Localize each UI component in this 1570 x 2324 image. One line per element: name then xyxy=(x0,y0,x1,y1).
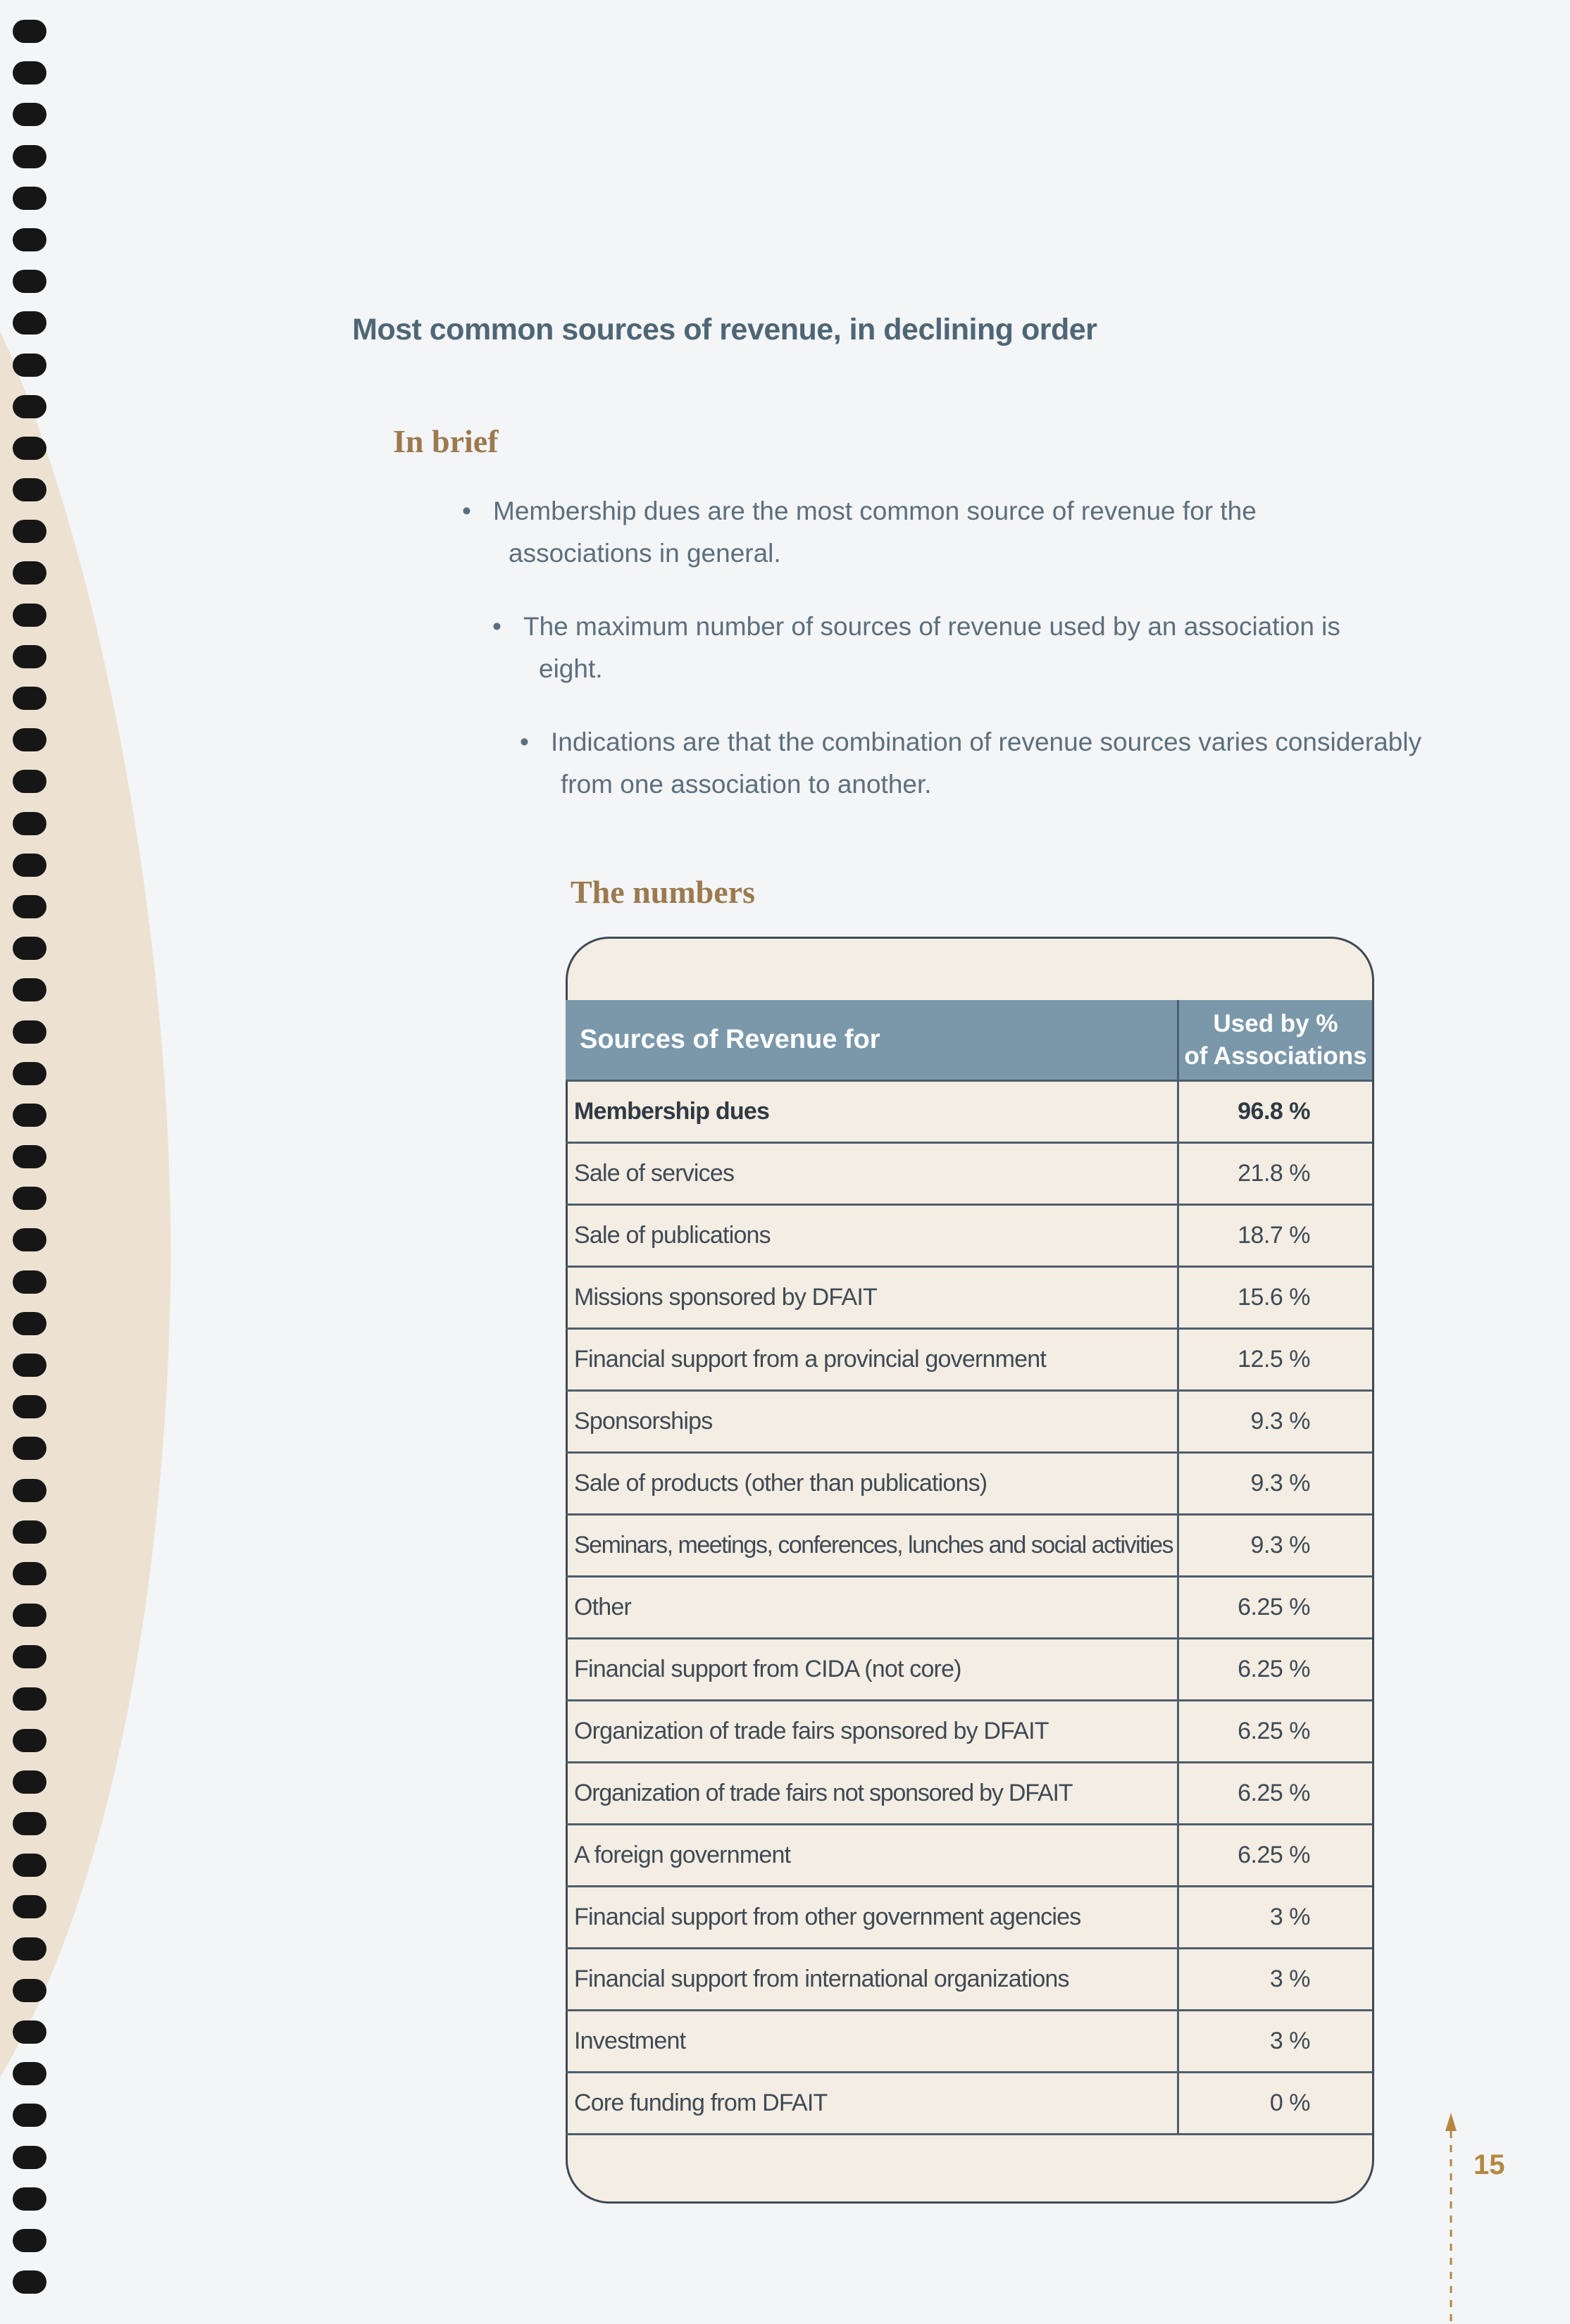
binding-hole xyxy=(13,1562,46,1585)
binding-hole xyxy=(13,520,46,543)
binding-hole xyxy=(13,895,46,918)
binding-hole xyxy=(13,937,46,960)
table-row xyxy=(566,1267,1372,1329)
header-sources: Sources of Revenue for xyxy=(566,1000,1178,1081)
percent-cell: 96.8 % xyxy=(1178,1081,1373,1143)
binding-hole xyxy=(13,1979,46,2002)
binding-hole xyxy=(13,1854,46,1877)
percent-cell: 21.8 % xyxy=(1178,1143,1373,1205)
binding-hole xyxy=(13,1104,46,1127)
table-row xyxy=(566,1887,1372,1949)
binding-hole xyxy=(13,228,46,251)
binding-hole xyxy=(13,1437,46,1460)
source-cell: Core funding from DFAIT xyxy=(566,2073,1178,2135)
binding-hole xyxy=(13,1729,46,1752)
bullet-dot: • xyxy=(492,612,501,641)
binding-hole xyxy=(13,1479,46,1502)
table-row xyxy=(566,1205,1372,1267)
percent-cell: 3 % xyxy=(1178,1887,1373,1949)
binding-hole xyxy=(13,1020,46,1044)
binding-hole xyxy=(13,1354,46,1377)
source-cell: Financial support from international organizations xyxy=(566,1949,1178,2011)
binding-hole xyxy=(13,2104,46,2127)
binding-hole xyxy=(13,145,46,168)
binding-hole xyxy=(13,1895,46,1918)
binding-hole xyxy=(13,2229,46,2252)
binding-hole xyxy=(13,1395,46,1418)
binding-hole xyxy=(13,1270,46,1294)
binding-hole xyxy=(13,645,46,668)
spiral-binding xyxy=(13,20,51,2312)
binding-hole xyxy=(13,1187,46,1210)
source-cell: Sale of products (other than publications) xyxy=(566,1453,1178,1515)
source-cell: A foreign government xyxy=(566,1825,1178,1887)
binding-hole xyxy=(13,478,46,501)
binding-hole xyxy=(13,1687,46,1711)
percent-cell: 3 % xyxy=(1178,2011,1373,2073)
source-cell: Financial support from other government agencies xyxy=(566,1887,1178,1949)
binding-hole xyxy=(13,395,46,418)
binding-hole xyxy=(13,978,46,1001)
bullet-line: Membership dues are the most common source of revenue for the xyxy=(493,496,1257,525)
source-cell: Other xyxy=(566,1577,1178,1639)
binding-hole xyxy=(13,2062,46,2085)
binding-hole xyxy=(13,812,46,835)
header-used-by-line1: Used by % xyxy=(1213,1009,1338,1037)
source-cell: Financial support from CIDA (not core) xyxy=(566,1639,1178,1701)
table-row xyxy=(566,1453,1372,1515)
source-cell: Sale of services xyxy=(566,1143,1178,1205)
binding-hole xyxy=(13,2146,46,2169)
table-row xyxy=(566,2073,1372,2135)
binding-hole xyxy=(13,1312,46,1335)
table-row xyxy=(566,1763,1372,1825)
binding-hole xyxy=(13,604,46,627)
percent-cell: 6.25 % xyxy=(1178,1639,1373,1701)
percent-cell: 6.25 % xyxy=(1178,1577,1373,1639)
bullet-dot: • xyxy=(462,496,471,525)
binding-hole xyxy=(13,187,46,210)
source-cell: Financial support from a provincial government xyxy=(566,1329,1178,1391)
binding-hole xyxy=(13,687,46,710)
bullet-line: The maximum number of sources of revenue used by an association is xyxy=(523,612,1340,641)
binding-hole xyxy=(13,1812,46,1835)
up-arrow-icon xyxy=(1443,2113,1459,2324)
percent-cell: 9.3 % xyxy=(1178,1515,1373,1577)
header-used-by-line2: of Associations xyxy=(1184,1042,1367,1070)
bullet-dot: • xyxy=(520,727,529,756)
page-number: 15 xyxy=(1474,2149,1505,2180)
binding-hole xyxy=(13,354,46,377)
binding-hole xyxy=(13,561,46,585)
numbers-title: The numbers xyxy=(571,874,755,910)
bullet-line: associations in general. xyxy=(509,539,781,568)
header-used-by xyxy=(1178,1000,1373,1081)
binding-hole xyxy=(13,728,46,751)
binding-hole xyxy=(13,61,46,85)
table-row xyxy=(566,1515,1372,1577)
binding-hole xyxy=(13,2020,46,2044)
source-cell: Organization of trade fairs sponsored by DFAIT xyxy=(566,1701,1178,1763)
table-row xyxy=(566,1949,1372,2011)
binding-hole xyxy=(13,270,46,293)
bullet-line: eight. xyxy=(539,654,603,683)
table-row xyxy=(566,1825,1372,1887)
source-cell: Sponsorships xyxy=(566,1391,1178,1453)
source-cell: Seminars, meetings, conferences, lunches and social activities xyxy=(566,1515,1178,1577)
revenue-table xyxy=(566,1000,1372,2135)
binding-hole xyxy=(13,2270,46,2294)
percent-cell: 18.7 % xyxy=(1178,1205,1373,1267)
table-row xyxy=(566,1577,1372,1639)
binding-hole xyxy=(13,1937,46,1961)
binding-hole xyxy=(13,311,46,335)
source-cell: Membership dues xyxy=(566,1081,1178,1143)
percent-cell: 6.25 % xyxy=(1178,1825,1373,1887)
percent-cell: 6.25 % xyxy=(1178,1701,1373,1763)
table-row xyxy=(566,1391,1372,1453)
binding-hole xyxy=(13,437,46,460)
percent-cell: 9.3 % xyxy=(1178,1391,1373,1453)
table-row xyxy=(566,2011,1372,2073)
percent-cell: 12.5 % xyxy=(1178,1329,1373,1391)
source-cell: Missions sponsored by DFAIT xyxy=(566,1267,1178,1329)
percent-cell: 6.25 % xyxy=(1178,1763,1373,1825)
bullet-line: from one association to another. xyxy=(561,770,932,799)
bullet-line: Indications are that the combination of revenue sources varies considerably xyxy=(551,727,1422,756)
page-heading: Most common sources of revenue, in declining order xyxy=(352,313,1097,346)
table-row xyxy=(566,1701,1372,1763)
percent-cell: 0 % xyxy=(1178,2073,1373,2135)
table-header-row xyxy=(566,1000,1372,1081)
binding-hole xyxy=(13,1604,46,1627)
source-cell: Organization of trade fairs not sponsored by DFAIT xyxy=(566,1763,1178,1825)
binding-hole xyxy=(13,770,46,793)
percent-cell: 9.3 % xyxy=(1178,1453,1373,1515)
binding-hole xyxy=(13,103,46,126)
table-row xyxy=(566,1081,1372,1143)
binding-hole xyxy=(13,20,46,43)
binding-hole xyxy=(13,1770,46,1794)
table-row xyxy=(566,1329,1372,1391)
binding-hole xyxy=(13,1645,46,1668)
table-row xyxy=(566,1143,1372,1205)
source-cell: Investment xyxy=(566,2011,1178,2073)
binding-hole xyxy=(13,2187,46,2211)
table-row xyxy=(566,1639,1372,1701)
bullet-item xyxy=(520,721,1422,806)
source-cell: Sale of publications xyxy=(566,1205,1178,1267)
binding-hole xyxy=(13,1145,46,1168)
bullet-item xyxy=(492,606,1340,690)
percent-cell: 15.6 % xyxy=(1178,1267,1373,1329)
binding-hole xyxy=(13,1520,46,1544)
percent-cell: 3 % xyxy=(1178,1949,1373,2011)
binding-hole xyxy=(13,1228,46,1251)
bullet-item xyxy=(462,490,1257,575)
in-brief-title: In brief xyxy=(393,423,499,459)
binding-hole xyxy=(13,854,46,877)
binding-hole xyxy=(13,1062,46,1085)
